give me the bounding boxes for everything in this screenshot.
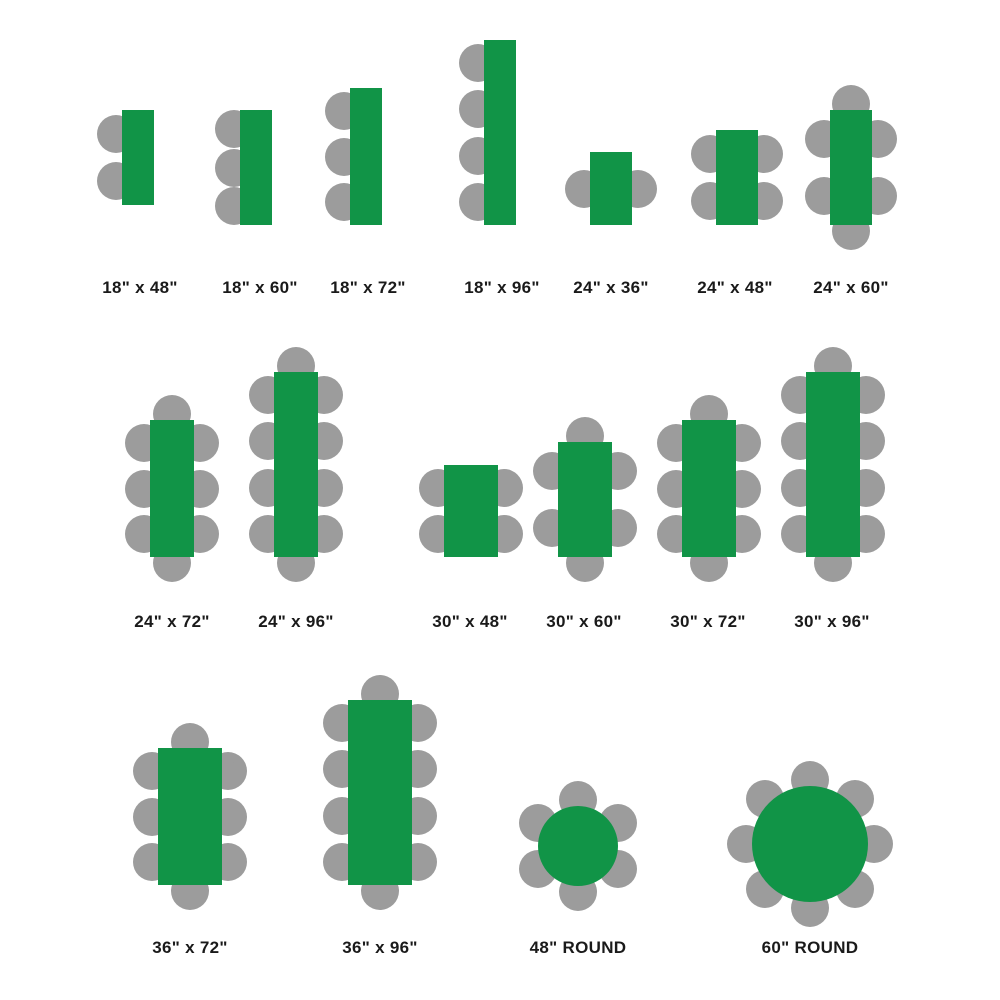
table-size-label: 48" ROUND [529,938,627,957]
round-table-top [538,806,618,886]
table-size-label: 24" x 96" [258,612,334,631]
table-size-label: 36" x 96" [342,938,418,957]
rectangular-table-top [158,748,222,885]
table-size-label: 18" x 72" [330,278,406,297]
table-size-label: 18" x 96" [464,278,540,297]
table-size-label: 30" x 72" [670,612,746,631]
table-size-label: 36" x 72" [152,938,228,957]
table-size-label: 18" x 48" [102,278,178,297]
table-size-label: 30" x 60" [546,612,622,631]
round-table-top [752,786,868,902]
table-size-label: 24" x 72" [134,612,210,631]
table-size-label: 24" x 60" [813,278,889,297]
table-size-label: 24" x 36" [573,278,649,297]
rectangular-table-top [348,700,412,885]
table-size-label: 30" x 48" [432,612,508,631]
table-size-label: 60" ROUND [761,938,859,957]
table-size-label: 18" x 60" [222,278,298,297]
table-size-label: 30" x 96" [794,612,870,631]
table-size-label: 24" x 48" [697,278,773,297]
